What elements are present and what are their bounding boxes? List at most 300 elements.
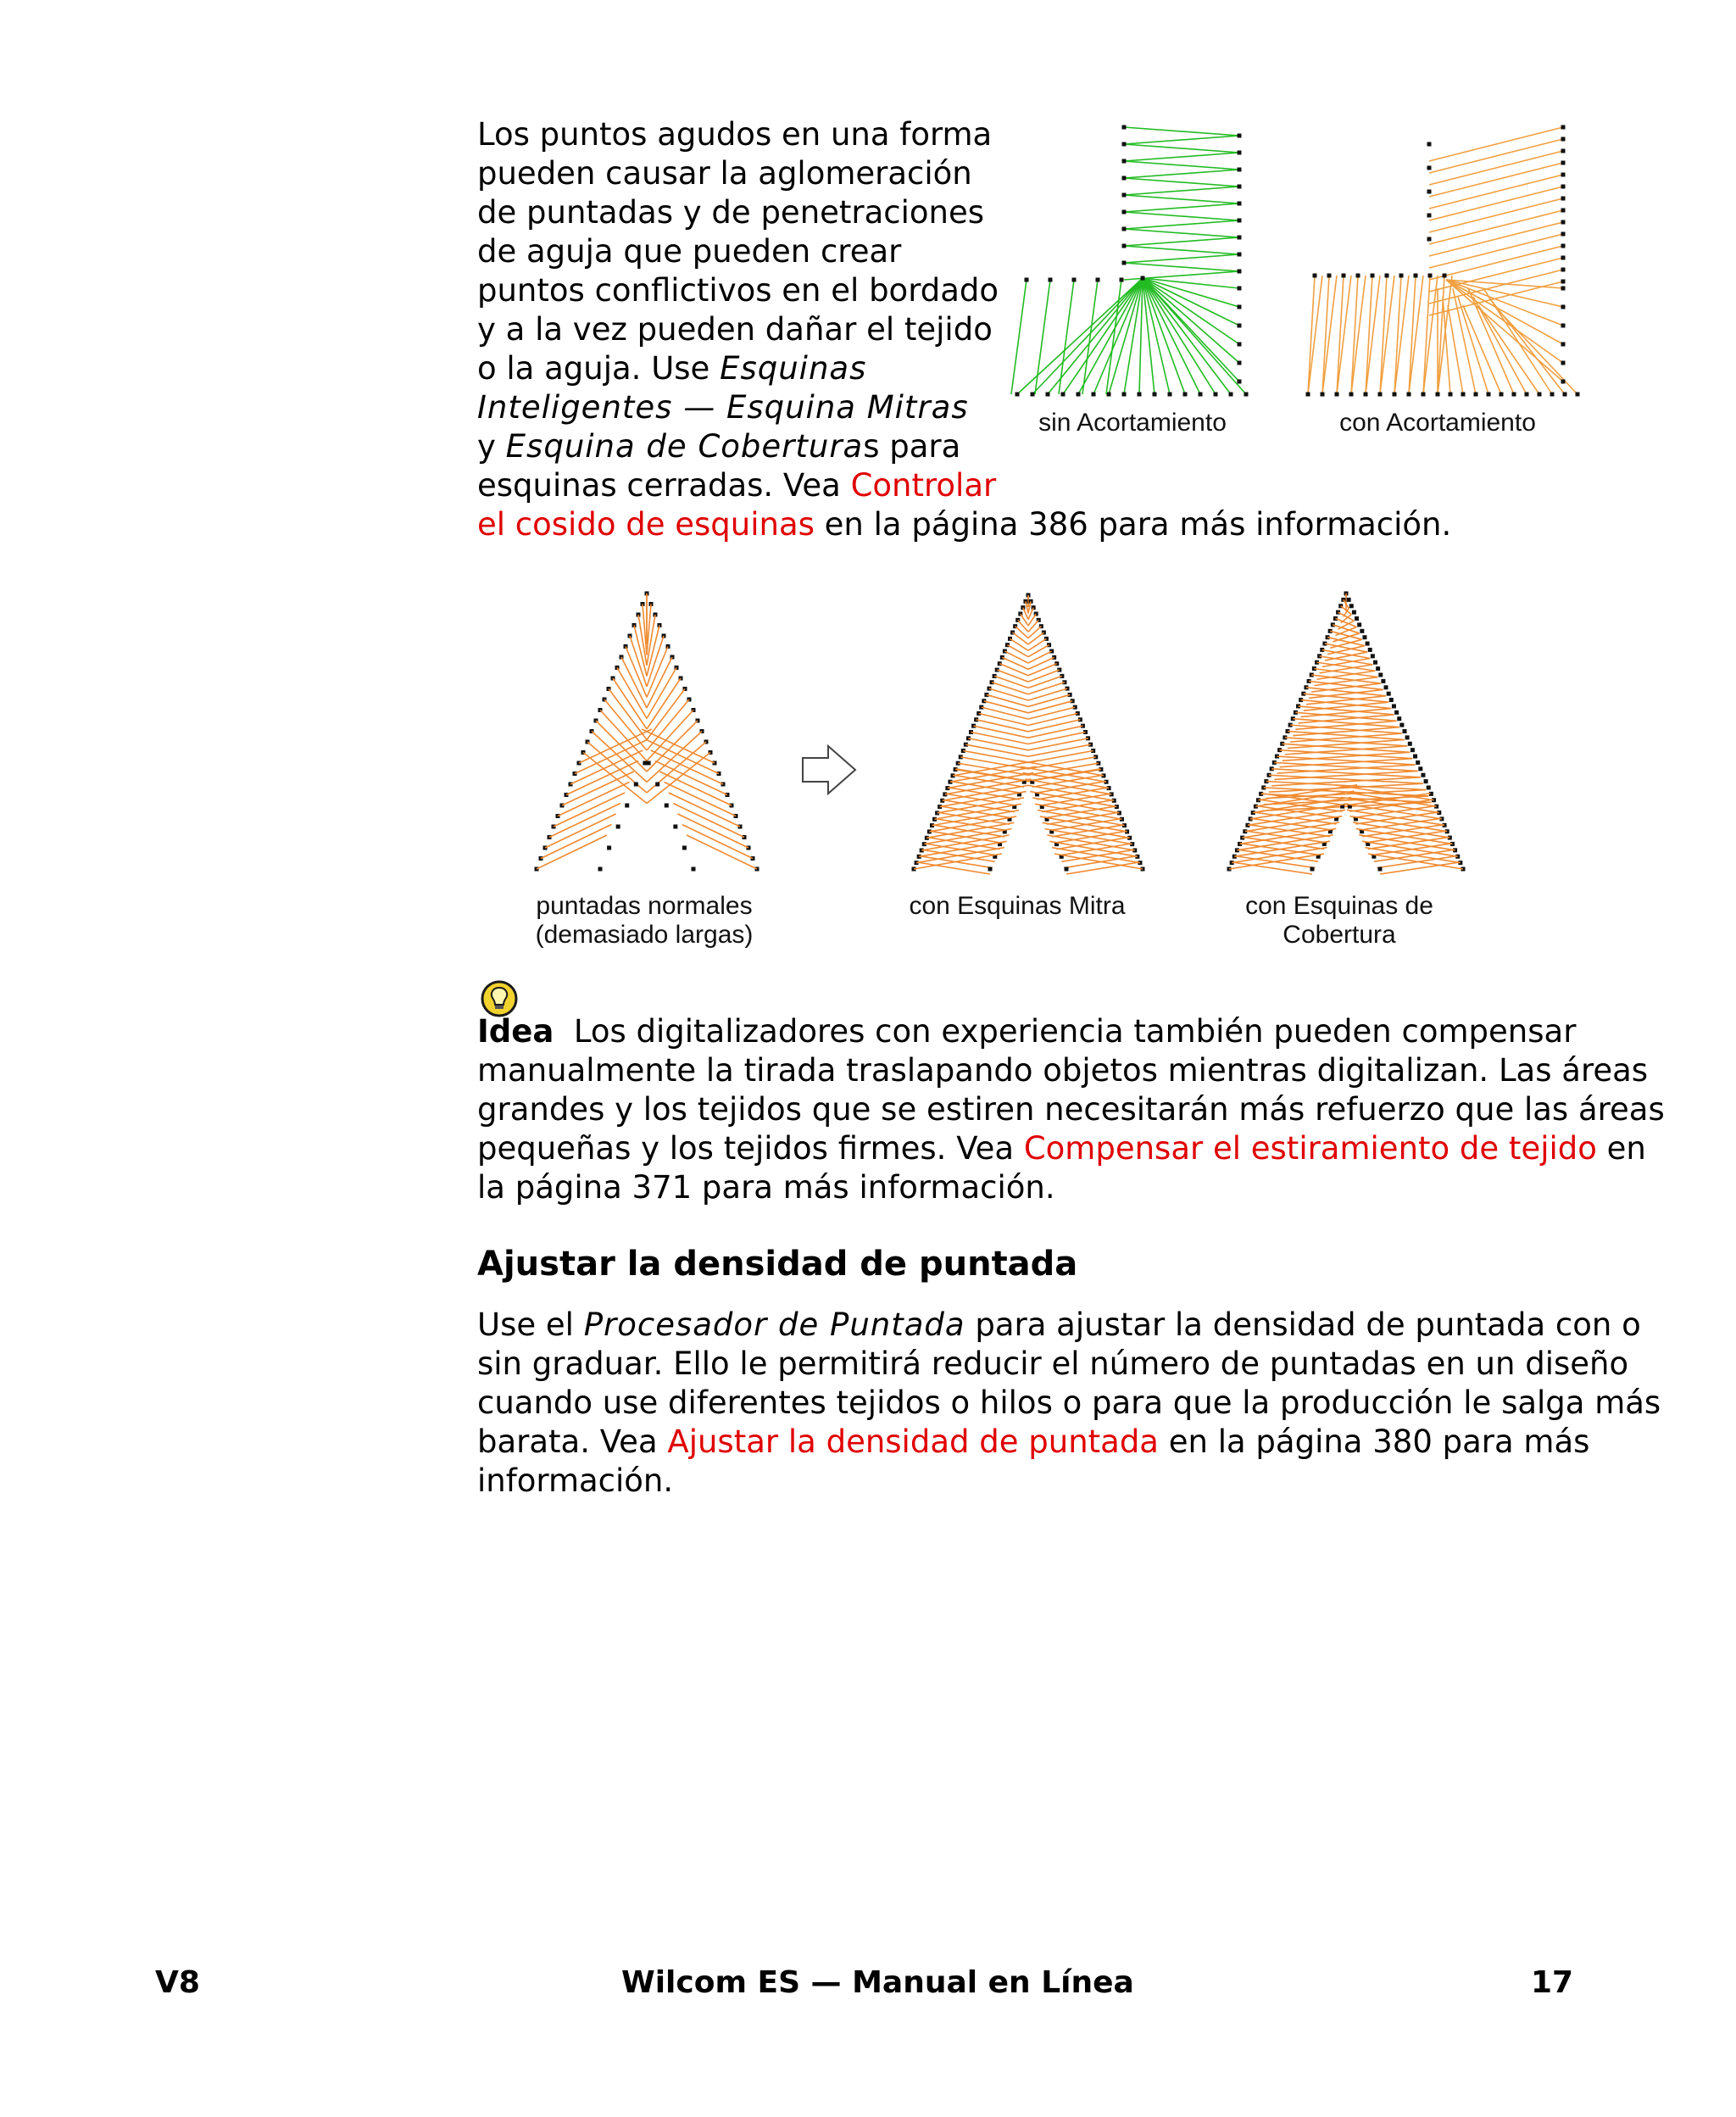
stitch-point	[1122, 193, 1127, 198]
stitch-line	[1124, 229, 1239, 237]
intro-line: y a la vez pueden dañar el tejido	[477, 311, 993, 348]
stitch-line	[1124, 246, 1239, 254]
stitch-point	[1342, 274, 1346, 278]
stitch-point	[1561, 324, 1566, 328]
stitch-point	[1049, 278, 1053, 282]
tip-label: Idea	[477, 1013, 554, 1050]
stitch-point	[1229, 393, 1233, 397]
stitch-line	[1028, 694, 1070, 706]
stitch-point	[1427, 166, 1432, 170]
stitch-point	[647, 761, 651, 766]
stitch-line	[1143, 278, 1239, 363]
stitch-line	[979, 713, 1028, 725]
stitch-point	[1397, 716, 1401, 721]
stitch-line	[1322, 276, 1337, 394]
section-heading: Ajustar la densidad de puntada	[477, 1245, 1078, 1284]
stitch-point	[1500, 393, 1504, 397]
stitch-line	[1124, 170, 1239, 178]
stitch-point	[1015, 393, 1020, 397]
stitch-point	[1436, 393, 1440, 397]
stitch-line	[562, 772, 634, 805]
stitch-line	[1028, 707, 1075, 719]
stitch-point	[1327, 274, 1332, 278]
stitch-line	[1028, 744, 1091, 756]
stitch-line	[982, 707, 1028, 719]
stitch-point	[598, 867, 603, 872]
stitch-point	[1393, 393, 1397, 397]
stitch-point	[1122, 227, 1127, 231]
intro-line: Los puntos agudos en una forma	[477, 116, 993, 153]
stitch-line	[1028, 688, 1067, 700]
tip-line: pequeñas y los tejidos firmes. Vea Compensar el estiramiento de tejido en	[477, 1130, 1646, 1167]
stitch-line	[1463, 305, 1501, 394]
stitch-line	[1438, 276, 1452, 394]
stitch-point	[1561, 287, 1566, 291]
stitch-point	[1364, 393, 1368, 397]
stitch-point	[607, 846, 611, 850]
stitch-point	[1576, 393, 1580, 397]
stitch-point	[1371, 274, 1375, 278]
stitch-point	[1461, 393, 1466, 397]
stitch-line	[596, 721, 647, 772]
stitch-point	[1096, 278, 1100, 282]
intro-line: pueden causar la aglomeración	[477, 155, 972, 192]
stitch-line	[1143, 278, 1200, 394]
stitch-line	[1028, 638, 1046, 650]
stitch-point	[1360, 629, 1364, 633]
stitch-line	[1028, 682, 1065, 694]
stitch-point	[1141, 276, 1145, 281]
right-arrow-icon	[803, 746, 855, 794]
stitch-point	[1238, 361, 1242, 365]
stitch-line	[1308, 276, 1322, 394]
stitch-point	[625, 804, 629, 808]
stitch-line	[537, 835, 607, 869]
stitch-line	[1028, 757, 1096, 769]
stitch-line	[1028, 645, 1049, 657]
stitch-line	[1124, 254, 1239, 263]
stitch-point	[1368, 648, 1372, 652]
stitch-line	[1143, 278, 1239, 307]
stitch-point	[1092, 393, 1096, 397]
section-line: Use el Procesador de Puntada para ajustar la densidad de puntada con o	[477, 1306, 1641, 1343]
stitch-point	[1238, 253, 1242, 257]
stitch-line	[1124, 178, 1239, 187]
stitch-line	[1380, 276, 1394, 394]
stitch-point	[1385, 274, 1389, 278]
stitch-line	[968, 738, 1028, 750]
stitch-point	[1414, 274, 1418, 278]
stitch-point	[1366, 642, 1370, 646]
stitch-line	[984, 701, 1028, 713]
link-cosido-esquinas[interactable]: el cosido de esquinas	[477, 506, 815, 543]
stitch-line	[1143, 278, 1239, 288]
corner-stitch-illustration	[997, 119, 1582, 407]
footer-page-number: 17	[1531, 1965, 1574, 2000]
stitch-point	[1238, 380, 1242, 384]
stitch-line	[665, 783, 736, 816]
stitch-point	[1403, 729, 1407, 733]
stitch-line	[1124, 220, 1239, 229]
stitch-point	[1046, 393, 1050, 397]
stitch-point	[1238, 168, 1242, 172]
section-line: cuando use diferentes tejidos o hilos o para que la producción le salga más	[477, 1384, 1661, 1421]
stitch-line	[1337, 276, 1351, 394]
stitch-point	[1238, 343, 1242, 347]
stitch-line	[1028, 720, 1080, 732]
stitch-point	[1238, 202, 1242, 206]
stitch-line	[1066, 862, 1139, 874]
tip-line: la página 371 para más información.	[477, 1169, 1055, 1206]
stitch-point	[988, 867, 993, 872]
stitch-point	[1238, 134, 1242, 138]
stitch-point	[1563, 393, 1567, 397]
stitch-point	[1394, 710, 1399, 715]
stitch-point	[1238, 236, 1242, 240]
stitch-point	[682, 846, 687, 850]
stitch-point	[1122, 244, 1127, 248]
stitch-point	[1138, 393, 1142, 397]
sharp-point-illustration	[487, 577, 1488, 899]
stitch-line	[642, 729, 715, 763]
stitch-point	[1421, 773, 1425, 777]
stitch-point	[1107, 393, 1111, 397]
stitch-point	[1418, 766, 1422, 771]
stitch-line	[1366, 276, 1380, 394]
stitch-point	[1120, 278, 1124, 282]
intro-line: de puntadas y de penetraciones	[477, 194, 985, 231]
stitch-line	[1124, 136, 1239, 144]
stitch-point	[1561, 161, 1566, 165]
stitch-point	[1550, 393, 1555, 397]
stitch-line	[1011, 280, 1027, 394]
term-esquinas: Esquinas	[720, 350, 867, 387]
stitch-line	[1232, 862, 1312, 874]
stitch-line	[1063, 278, 1143, 394]
stitch-point	[1561, 256, 1566, 260]
stitch-line	[1446, 280, 1563, 382]
stitch-line	[971, 733, 1029, 744]
intro-line: el cosido de esquinas en la página 386 para más información.	[477, 506, 1452, 543]
stitch-point	[1378, 867, 1383, 872]
section-line: sin graduar. Ello le permitirá reducir el número de puntadas en un diseño	[477, 1345, 1629, 1382]
stitch-point	[1122, 261, 1127, 265]
figure-corner-shortening	[997, 119, 1582, 449]
stitch-point	[1214, 393, 1218, 397]
stitch-point	[1371, 654, 1375, 658]
stitch-line	[1010, 638, 1028, 650]
stitch-line	[976, 720, 1028, 732]
stitch-point	[1384, 685, 1388, 689]
stitch-line	[1124, 195, 1239, 203]
stitch-point	[1238, 185, 1242, 189]
stitch-point	[1561, 380, 1566, 384]
stitch-point	[1427, 237, 1432, 242]
stitch-line	[1028, 733, 1086, 744]
stitch-point	[1487, 393, 1491, 397]
stitch-line	[592, 732, 647, 783]
stitch-line	[1093, 278, 1143, 394]
stitch-line	[545, 814, 616, 848]
stitch-point	[1381, 679, 1385, 683]
stitch-point	[665, 804, 669, 808]
stitch-point	[1561, 305, 1566, 309]
caption-esquinas-mitra: con Esquinas Mitra	[909, 892, 1126, 920]
caption-esquinas-cobertura: con Esquinas de Cobertura	[1245, 892, 1433, 949]
stitch-line	[677, 814, 748, 848]
stitch-line	[1143, 278, 1239, 382]
stitch-point	[655, 783, 659, 787]
stitch-line	[579, 729, 652, 763]
stitch-point	[1561, 361, 1566, 365]
stitch-line	[1002, 657, 1028, 669]
stitch-line	[1028, 676, 1062, 688]
stitch-point	[1122, 210, 1127, 214]
stitch-line	[1059, 280, 1074, 394]
stitch-point	[1238, 270, 1242, 274]
link-controlar[interactable]: Controlar	[850, 467, 997, 504]
intro-line: esquinas cerradas. Vea Controlar	[477, 467, 997, 504]
footer-version: V8	[155, 1965, 200, 2000]
stitch-point	[1122, 125, 1127, 130]
footer-title: Wilcom ES — Manual en Línea	[621, 1965, 1134, 2000]
stitch-line	[558, 783, 629, 816]
stitch-line	[646, 740, 719, 774]
stitch-point	[1122, 176, 1127, 181]
stitch-line	[1124, 144, 1239, 153]
stitch-point	[1321, 393, 1325, 397]
stitch-line	[575, 740, 648, 774]
stitch-line	[965, 744, 1028, 756]
stitch-point	[1561, 173, 1566, 177]
stitch-line	[549, 804, 620, 838]
stitch-line	[987, 694, 1028, 706]
stitch-point	[692, 867, 696, 872]
caption-puntadas-normales: puntadas normales (demasiado largas)	[535, 892, 754, 949]
stitch-line	[1124, 203, 1239, 212]
stitch-point	[1347, 598, 1351, 602]
stitch-line	[541, 825, 611, 859]
stitch-line	[647, 732, 702, 783]
stitch-line	[1351, 276, 1358, 394]
stitch-line	[974, 726, 1028, 738]
stitch-point	[1122, 142, 1127, 147]
stitch-point	[1153, 393, 1157, 397]
stitch-line	[917, 862, 990, 874]
stitch-point	[1072, 278, 1077, 282]
intro-line: puntos conflictivos en el bordado	[477, 272, 999, 309]
stitch-line	[1017, 278, 1143, 394]
tip-paragraph	[477, 1012, 1665, 1207]
stitch-line	[687, 835, 757, 869]
stitch-point	[1356, 274, 1360, 278]
link-ajustar-densidad[interactable]: Ajustar la densidad de puntada	[667, 1423, 1159, 1460]
stitch-point	[1335, 393, 1339, 397]
stitch-point	[1387, 692, 1391, 696]
stitch-point	[1392, 704, 1396, 708]
stitch-point	[1183, 393, 1188, 397]
stitch-point	[1238, 287, 1242, 291]
stitch-line	[1124, 187, 1239, 195]
stitch-line	[1028, 738, 1088, 750]
stitch-point	[1561, 343, 1566, 347]
stitch-point	[1525, 393, 1529, 397]
stitch-line	[1028, 651, 1052, 663]
tip-line: Idea Los digitalizadores con experiencia también pueden compensar	[477, 1013, 1577, 1050]
stitch-point	[1449, 393, 1453, 397]
term-procesador: Procesador de Puntada	[583, 1306, 965, 1343]
stitch-point	[1410, 748, 1415, 752]
stitch-point	[1427, 214, 1432, 218]
stitch-point	[1238, 219, 1242, 223]
stitch-point	[1352, 610, 1356, 615]
stitch-point	[1561, 125, 1566, 130]
stitch-point	[1355, 616, 1359, 621]
intro-line: de aguja que pueden crear	[477, 233, 902, 270]
stitch-point	[1061, 393, 1066, 397]
stitch-line	[682, 825, 753, 859]
stitch-point	[673, 825, 677, 829]
stitch-point	[1413, 755, 1417, 759]
stitch-point	[1244, 393, 1249, 397]
stitch-line	[583, 753, 647, 804]
stitch-point	[1561, 268, 1566, 272]
stitch-point	[1122, 159, 1127, 164]
stitch-line	[1028, 657, 1054, 669]
stitch-point	[1443, 274, 1447, 278]
tip-line: manualmente la tirada traslapando objetos mientras digitalizan. Las áreas	[477, 1052, 1649, 1089]
stitch-point	[1238, 324, 1242, 328]
stitch-line	[659, 772, 732, 805]
stitch-line	[554, 793, 625, 827]
stitch-point	[1427, 190, 1432, 194]
stitch-line	[1028, 701, 1072, 713]
stitch-point	[1561, 244, 1566, 248]
stitch-line	[1351, 276, 1366, 394]
stitch-line	[1448, 305, 1463, 394]
stitch-point	[1357, 622, 1361, 627]
stitch-line	[1028, 664, 1057, 676]
stitch-line	[1143, 278, 1239, 344]
stitch-point	[1422, 393, 1426, 397]
stitch-point	[1122, 393, 1127, 397]
stitch-line	[1409, 276, 1416, 394]
stitch-line	[1004, 651, 1028, 663]
stitch-point	[1561, 197, 1566, 201]
stitch-point	[1077, 393, 1081, 397]
stitch-line	[1082, 280, 1098, 394]
figure-sharp-points	[487, 577, 1488, 962]
caption-con-acortamiento: con Acortamiento	[1339, 409, 1536, 437]
stitch-line	[1394, 276, 1409, 394]
stitch-point	[1407, 393, 1411, 397]
stitch-point	[1238, 151, 1242, 155]
stitch-point	[1031, 393, 1035, 397]
stitch-line	[1423, 276, 1438, 394]
stitch-point	[1561, 185, 1566, 189]
stitch-point	[1362, 635, 1366, 639]
caption-sin-acortamiento: sin Acortamiento	[1038, 409, 1227, 437]
stitch-point	[1474, 393, 1478, 397]
stitch-line	[1423, 276, 1430, 394]
stitch-point	[1199, 393, 1203, 397]
stitch-point	[1313, 274, 1317, 278]
stitch-point	[1561, 220, 1566, 225]
stitch-line	[647, 753, 710, 804]
stitch-line	[1124, 263, 1239, 271]
stitch-line	[1124, 127, 1239, 136]
stitch-line	[647, 721, 698, 772]
stitch-line	[992, 682, 1028, 694]
stitch-point	[1376, 666, 1380, 671]
stitch-point	[1561, 232, 1566, 237]
stitch-line	[1366, 276, 1372, 394]
stitch-line	[997, 670, 1028, 682]
stitch-point	[1399, 274, 1404, 278]
stitch-line	[655, 761, 727, 795]
term-inteligentes: Inteligentes — Esquina Mitras	[477, 389, 969, 426]
section-line: información.	[477, 1462, 674, 1499]
stitch-line	[673, 804, 744, 838]
stitch-point	[1349, 604, 1354, 608]
stitch-point	[634, 783, 638, 787]
stitch-point	[1405, 735, 1410, 739]
stitch-line	[989, 688, 1028, 700]
stitch-line	[566, 761, 638, 795]
section-paragraph	[477, 1306, 1661, 1501]
stitch-point	[1238, 305, 1242, 309]
intro-line: y Esquina de Coberturas para	[477, 428, 961, 465]
section-line: barata. Vea Ajustar la densidad de puntada en la página 380 para más	[477, 1423, 1590, 1460]
stitch-point	[1389, 698, 1394, 702]
stitch-line	[1322, 276, 1329, 394]
stitch-point	[1025, 278, 1029, 282]
stitch-point	[1561, 209, 1566, 213]
stitch-line	[960, 757, 1028, 769]
stitch-line	[999, 664, 1028, 676]
stitch-point	[1428, 274, 1433, 278]
stitch-point	[1373, 660, 1377, 665]
stitch-line	[1446, 280, 1563, 363]
stitch-line	[1380, 276, 1387, 394]
stitch-point	[1416, 760, 1420, 765]
stitch-point	[1310, 867, 1315, 872]
stitch-line	[1028, 713, 1077, 725]
stitch-point	[1427, 142, 1432, 147]
stitch-point	[1427, 785, 1431, 789]
stitch-line	[1394, 276, 1401, 394]
stitch-line	[1446, 280, 1563, 344]
link-compensar-estiramiento[interactable]: Compensar el estiramiento de tejido	[1023, 1130, 1597, 1167]
stitch-line	[1028, 726, 1082, 738]
stitch-line	[1028, 670, 1060, 682]
stitch-point	[1424, 779, 1428, 783]
stitch-line	[1124, 237, 1239, 246]
stitch-line	[1438, 276, 1444, 394]
stitch-point	[1408, 742, 1412, 746]
stitch-point	[1512, 393, 1516, 397]
term-cobertura: Esquina de Cobertura	[505, 428, 864, 465]
stitch-line	[994, 676, 1028, 688]
intro-line: o la aguja. Use Esquinas	[477, 350, 867, 387]
stitch-point	[1561, 149, 1566, 153]
stitch-line	[1124, 153, 1239, 161]
stitch-point	[1065, 867, 1069, 872]
stitch-point	[1349, 393, 1354, 397]
stitch-line	[1007, 645, 1028, 657]
stitch-point	[1306, 393, 1310, 397]
stitch-point	[1378, 673, 1383, 677]
